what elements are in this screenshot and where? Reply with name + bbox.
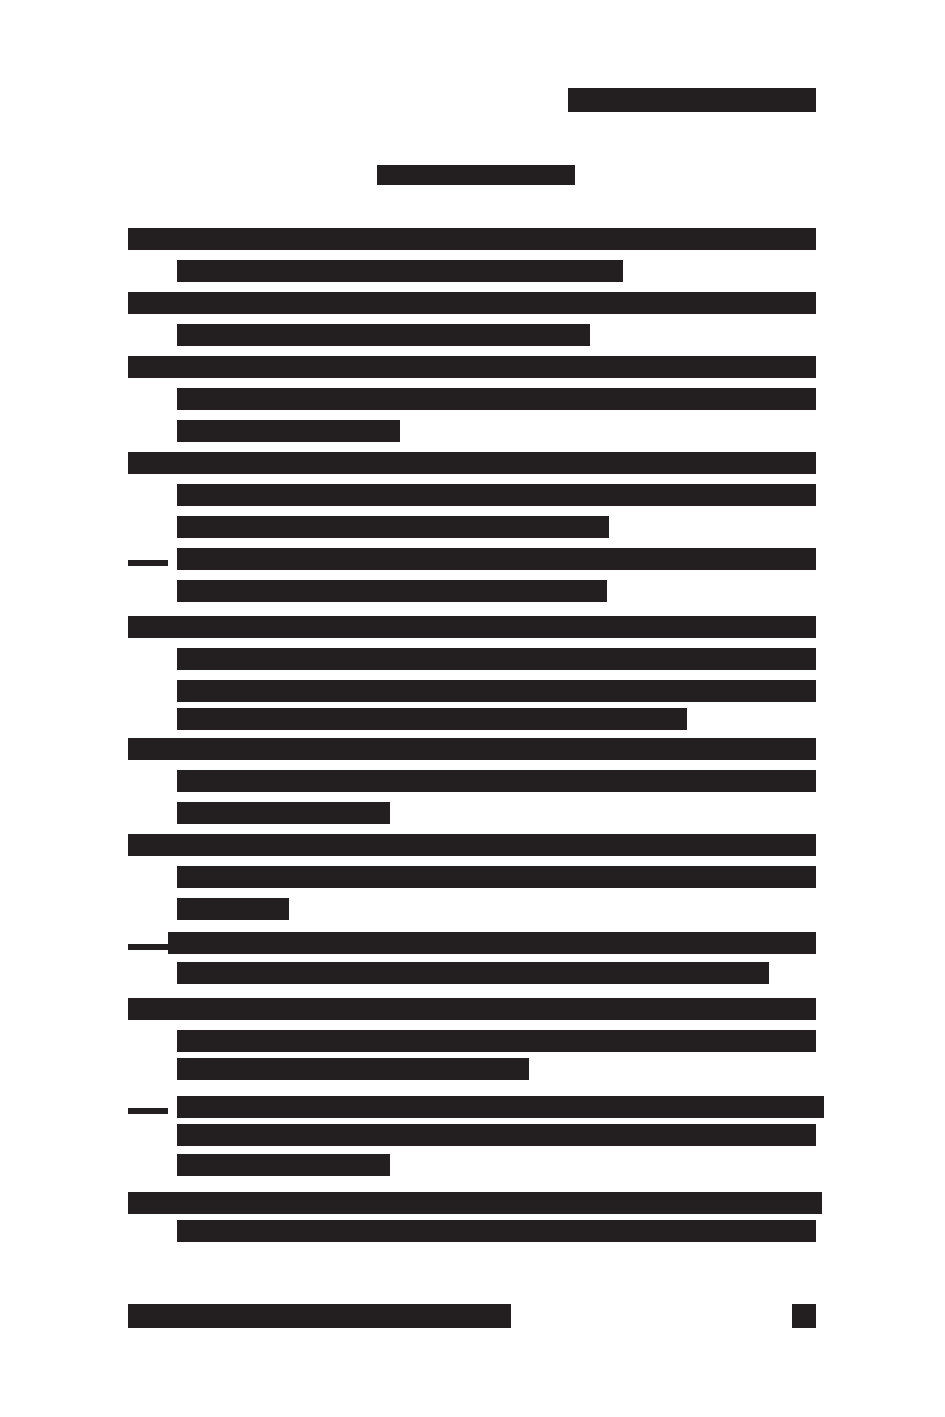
entry-line bbox=[128, 738, 816, 760]
entry-line-text bbox=[128, 292, 129, 293]
entry-line-text bbox=[177, 802, 178, 803]
footer-running-text bbox=[128, 1304, 511, 1328]
entry-line bbox=[128, 356, 816, 378]
entry-line bbox=[177, 1058, 529, 1080]
entry-line-text bbox=[128, 998, 129, 999]
entry-line-text bbox=[177, 548, 178, 549]
entry-line bbox=[128, 1192, 822, 1214]
entry-line bbox=[177, 1154, 390, 1176]
entry-line-text bbox=[128, 356, 129, 357]
entry-line-text bbox=[177, 1154, 178, 1155]
page-number bbox=[792, 1304, 816, 1328]
entry-line bbox=[177, 770, 816, 792]
entry-line-text bbox=[128, 452, 129, 453]
entry-line bbox=[177, 962, 769, 984]
entry-line-text bbox=[177, 770, 178, 771]
entry-line-text bbox=[177, 260, 178, 261]
entry-line-text bbox=[177, 484, 178, 485]
entry-line bbox=[128, 292, 816, 314]
entry-line bbox=[128, 616, 816, 638]
entry-line bbox=[177, 420, 400, 442]
entry-line-text bbox=[177, 324, 178, 325]
entry-line bbox=[128, 834, 816, 856]
entry-line-text bbox=[177, 962, 178, 963]
section-title-text bbox=[377, 165, 378, 166]
entry-line bbox=[128, 452, 816, 474]
entry-line-text bbox=[128, 616, 129, 617]
running-header-text bbox=[568, 88, 569, 89]
entry-line bbox=[177, 1030, 816, 1052]
page-number-text bbox=[792, 1304, 793, 1305]
entry-line-text bbox=[177, 516, 178, 517]
entry-line bbox=[177, 898, 289, 920]
entry-line-text bbox=[177, 1058, 178, 1059]
entry-line bbox=[177, 802, 390, 824]
entry-line-text bbox=[177, 388, 178, 389]
entry-line bbox=[177, 548, 816, 570]
entry-line bbox=[128, 228, 816, 250]
entry-line-text bbox=[177, 1124, 178, 1125]
repeated-author-dash bbox=[128, 560, 168, 566]
repeated-author-dash bbox=[128, 1108, 168, 1114]
repeated-author-dash bbox=[128, 944, 168, 950]
entry-line-text bbox=[177, 648, 178, 649]
entry-line-text bbox=[177, 680, 178, 681]
entry-line bbox=[177, 1220, 816, 1242]
entry-line bbox=[177, 516, 609, 538]
running-header bbox=[568, 88, 816, 112]
entry-line bbox=[177, 1124, 816, 1146]
entry-line-text bbox=[168, 932, 169, 933]
entry-line bbox=[177, 580, 607, 602]
entry-line-text bbox=[177, 580, 178, 581]
entry-line bbox=[177, 388, 816, 410]
entry-line-text bbox=[177, 1220, 178, 1221]
entry-line-text bbox=[177, 1096, 178, 1097]
section-title bbox=[377, 165, 575, 185]
entry-line bbox=[177, 866, 816, 888]
entry-line-text bbox=[128, 834, 129, 835]
entry-line bbox=[177, 1096, 824, 1118]
entry-line bbox=[177, 708, 687, 730]
entry-line bbox=[177, 260, 623, 282]
entry-line-text bbox=[128, 228, 129, 229]
entry-line-text bbox=[177, 1030, 178, 1031]
entry-line bbox=[168, 932, 816, 954]
entry-line-text bbox=[128, 1192, 129, 1193]
entry-line bbox=[177, 648, 816, 670]
entry-line bbox=[177, 484, 816, 506]
entry-line bbox=[128, 998, 816, 1020]
entry-line bbox=[177, 324, 590, 346]
entry-line bbox=[177, 680, 816, 702]
entry-line-text bbox=[177, 898, 178, 899]
entry-line-text bbox=[177, 866, 178, 867]
footer-text bbox=[128, 1304, 129, 1305]
entry-line-text bbox=[177, 420, 178, 421]
entry-line-text bbox=[177, 708, 178, 709]
entry-line-text bbox=[128, 738, 129, 739]
